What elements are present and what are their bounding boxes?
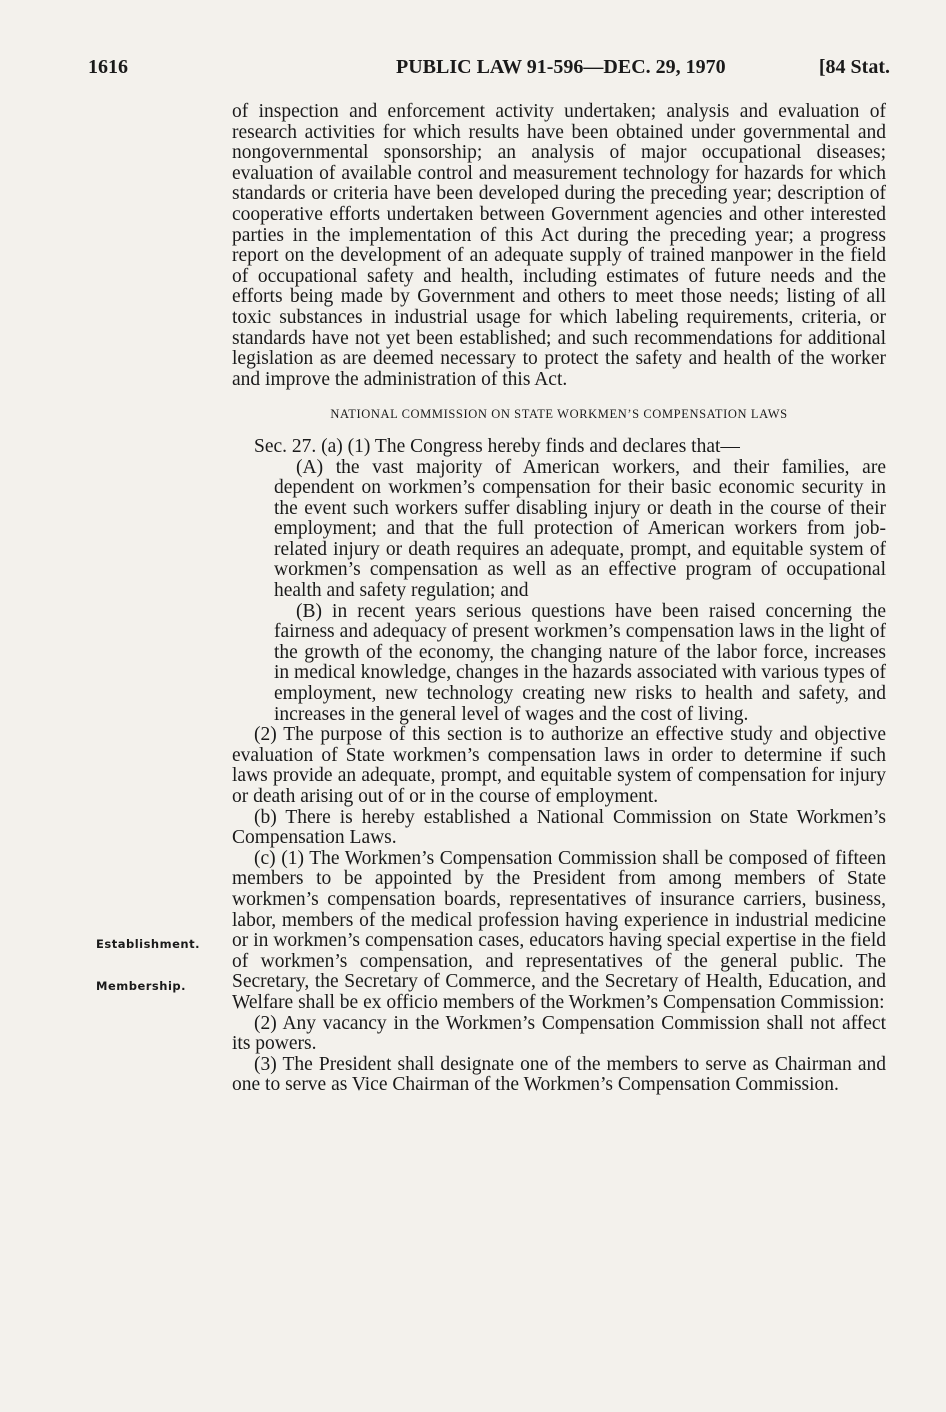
running-title: PUBLIC LAW 91-596—DEC. 29, 1970 <box>396 56 726 78</box>
margin-note-membership: Membership. <box>96 979 187 993</box>
statute-reference: [84 Stat. <box>818 56 890 78</box>
page-number: 1616 <box>88 56 128 78</box>
paragraph-c3: (3) The President shall designate one of the members to serve as Chairman and one to serve as Vice Chairman of the Workmen’s Compensation Commission. <box>232 1053 886 1096</box>
body-text <box>232 102 886 1096</box>
paragraph-b: (b) There is hereby established a National Commission on State Workmen’s Compensation Laws. <box>232 806 886 849</box>
margin-note-establishment: Establishment. <box>96 937 200 951</box>
paragraph-a2: (2) The purpose of this section is to authorize an effective study and objective evaluation of State workmen’s compensation laws in order to determine if such laws provide an adequate, prompt, and equitable system of compensation for injury or death arising out of or in the course of employment. <box>232 724 886 807</box>
paragraph-a1-A: (A) the vast majority of American workers, and their families, are dependent on workmen’s compensation for their basic economic security in the event such workers suffer disabling injury or death in the course of their employment; and that the full protection of American workers from job-related injury or death requires an adequate, prompt, and equitable system of workmen’s compensation as well as an effective program of occupational health and safety regulation; and <box>274 456 886 602</box>
page-header <box>88 56 890 86</box>
paragraph-c2: (2) Any vacancy in the Workmen’s Compensation Commission shall not affect its powers. <box>232 1012 886 1055</box>
paragraph-c1: (c) (1) The Workmen’s Compensation Commission shall be composed of fifteen members to be appointed by the President from among members of State workmen’s compensation boards, representatives of insurance carriers, business, labor, members of the medical profession having experience in industrial medicine or in workmen’s compensation cases, educators having special expertise in the field of workmen’s compensation, and representatives of the general public. The Secretary, the Secretary of Commerce, and the Secretary of Health, Education, and Welfare shall be ex officio members of the Workmen’s Compensation Commission: <box>232 847 886 1013</box>
section-heading: NATIONAL COMMISSION ON STATE WORKMEN’S COMPENSATION LAWS <box>330 407 788 422</box>
paragraph-a1-B: (B) in recent years serious questions have been raised concerning the fairness and adequacy of present workmen’s compensation laws in the light of the growth of the economy, the changing nature of the labor force, increases in medical knowledge, changes in the hazards associated with various types of employment, new technology creating new risks to health and safety, and increases in the general level of wages and the cost of living. <box>274 600 886 725</box>
paragraph-intro: of inspection and enforcement activity undertaken; analysis and evaluation of research activities for which results have been obtained under governmental and nongovernmental sponsorship; an analysis of major occupational diseases; evaluation of available control and measurement technology for hazards for which standards or criteria have been developed during the preceding year; description of cooperative efforts undertaken between Government agencies and other interested parties in the implementation of this Act during the preceding year; a progress report on the development of an adequate supply of trained manpower in the field of occupational safety and health, including estimates of future needs and the efforts being made by Government and others to meet those needs; listing of all toxic substances in industrial usage for which labeling requirements, criteria, or standards have not yet been established; and such recommendations for additional legislation as are deemed necessary to protect the safety and health of the worker and improve the administration of this Act. <box>232 101 886 390</box>
paragraph-sec27: Sec. 27. (a) (1) The Congress hereby finds and declares that— <box>254 435 740 457</box>
